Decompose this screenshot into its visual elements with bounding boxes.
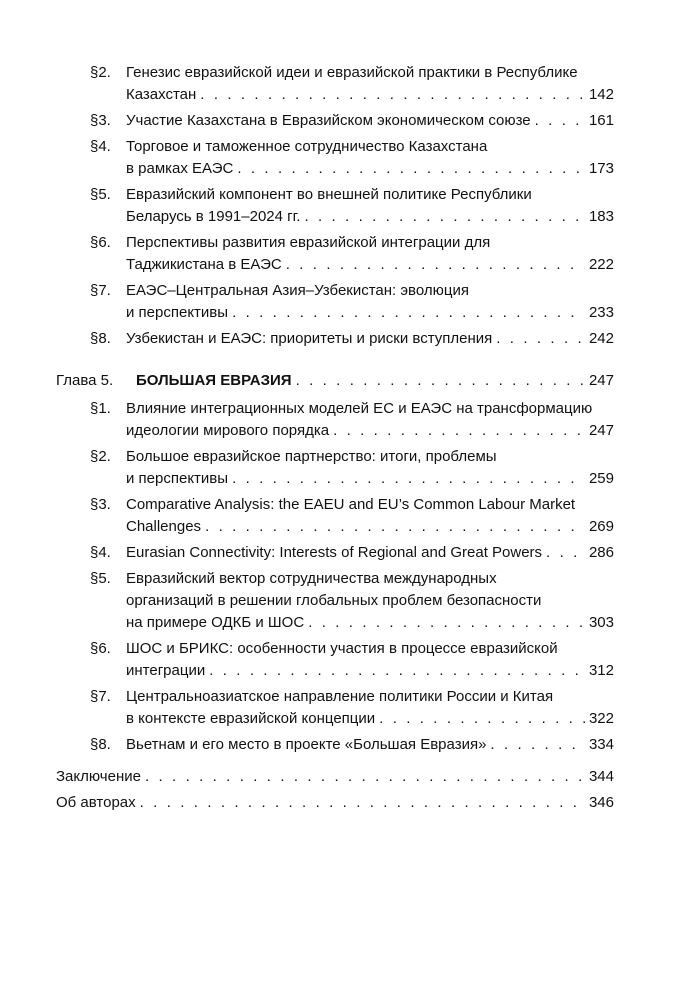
entry-title-line: Comparative Analysis: the EAEU and EU’s Common Labour Market	[126, 496, 576, 513]
dot-leader	[140, 792, 585, 814]
entry-title-line: и перспективы	[126, 470, 229, 487]
dot-leader	[237, 158, 585, 180]
dot-leader	[296, 370, 585, 392]
dot-leader	[232, 302, 585, 324]
entry-last-line	[126, 302, 614, 324]
entry-page-number: 222	[588, 256, 614, 273]
entry-last-line	[126, 468, 614, 490]
entry-body	[126, 638, 614, 682]
dot-leader	[209, 660, 585, 682]
entry-title-line: Торговое и таможенное сотрудничество Казахстана	[126, 138, 488, 155]
dot-leader	[304, 206, 585, 228]
toc-entry	[56, 328, 614, 350]
toc-entry	[56, 542, 614, 564]
entry-title-line: ШОС и БРИКС: особенности участия в процессе евразийской	[126, 640, 558, 657]
entry-body	[126, 110, 614, 132]
entry-title-line: в контексте евразийской концепции	[126, 710, 376, 727]
entry-last-line	[126, 542, 614, 564]
entry-title-line: Беларусь в 1991–2024 гг.	[126, 208, 301, 225]
entry-title-line: Евразийский вектор сотрудничества международных	[126, 570, 497, 587]
entry-title-line: Challenges	[126, 518, 202, 535]
toc-entry	[56, 184, 614, 228]
entry-body	[126, 62, 614, 106]
entry-title-line: Влияние интеграционных моделей ЕС и ЕАЭС на трансформацию	[126, 400, 593, 417]
toc-entry-about-authors	[56, 792, 614, 814]
chapter-heading	[56, 370, 614, 392]
toc-entry	[56, 734, 614, 756]
toc-entry	[56, 638, 614, 682]
entry-page-number: 183	[588, 208, 614, 225]
entry-body	[126, 734, 614, 756]
entry-page-number: 344	[588, 768, 614, 785]
dot-leader	[205, 516, 585, 538]
dot-leader	[232, 468, 585, 490]
dot-leader	[496, 328, 585, 350]
dot-leader	[379, 708, 585, 730]
toc-entry	[56, 398, 614, 442]
entry-last-line	[126, 84, 614, 106]
entry-last-line	[126, 660, 614, 682]
entry-last-line	[126, 612, 614, 634]
entry-last-line	[126, 328, 614, 350]
entry-title-line: Казахстан	[126, 86, 197, 103]
section-number: §6.	[90, 640, 111, 657]
entry-title-line: идеологии мирового порядка	[126, 422, 330, 439]
entry-body	[126, 232, 614, 276]
section-number: §8.	[90, 330, 111, 347]
entry-page-number: 269	[588, 518, 614, 535]
entry-title-line: в рамках ЕАЭС	[126, 160, 234, 177]
entry-page-number: 303	[588, 614, 614, 631]
entry-last-line	[126, 110, 614, 132]
chapter-page-number: 247	[588, 372, 614, 389]
toc-entry	[56, 110, 614, 132]
entry-body	[126, 686, 614, 730]
entry-title-line: Большое евразийское партнерство: итоги, проблемы	[126, 448, 497, 465]
dot-leader	[535, 110, 585, 132]
entry-title-line: на примере ОДКБ и ШОС	[126, 614, 305, 631]
entry-body	[126, 398, 614, 442]
toc-entry	[56, 136, 614, 180]
entry-page-number: 346	[588, 794, 614, 811]
section-number: §4.	[90, 138, 111, 155]
dot-leader	[546, 542, 585, 564]
entry-body	[126, 568, 614, 634]
entry-body	[126, 542, 614, 564]
entry-body	[126, 136, 614, 180]
entry-page-number: 259	[588, 470, 614, 487]
entry-page-number: 173	[588, 160, 614, 177]
entry-last-line	[126, 708, 614, 730]
entry-title-line: Eurasian Connectivity: Interests of Regional and Great Powers	[126, 544, 543, 561]
entry-last-line	[126, 516, 614, 538]
toc-entry-conclusion	[56, 766, 614, 788]
section-number: §1.	[90, 400, 111, 417]
section-number: §8.	[90, 736, 111, 753]
toc-entry	[56, 232, 614, 276]
entry-title-line: интеграции	[126, 662, 206, 679]
entry-body	[126, 494, 614, 538]
entry-last-line	[126, 420, 614, 442]
table-of-contents	[56, 62, 614, 814]
chapter-label: Глава 5.	[56, 372, 114, 389]
entry-page-number: 334	[588, 736, 614, 753]
entry-page-number: 286	[588, 544, 614, 561]
entry-title-line: Таджикистана в ЕАЭС	[126, 256, 282, 273]
entry-body	[126, 184, 614, 228]
section-number: §4.	[90, 544, 111, 561]
entry-title-line: Участие Казахстана в Евразийском экономическом союзе	[126, 112, 531, 129]
dot-leader	[490, 734, 585, 756]
section-number: §2.	[90, 64, 111, 81]
section-number: §3.	[90, 112, 111, 129]
section-list-chapter-4	[56, 62, 614, 350]
entry-last-line	[126, 734, 614, 756]
entry-title-line: и перспективы	[126, 304, 229, 321]
entry-title-line: Узбекистан и ЕАЭС: приоритеты и риски вступления	[126, 330, 493, 347]
section-number: §7.	[90, 688, 111, 705]
entry-body	[126, 280, 614, 324]
toc-entry	[56, 686, 614, 730]
entry-title-line: Евразийский компонент во внешней политике Республики	[126, 186, 532, 203]
dot-leader	[145, 766, 585, 788]
entry-title-line: Центральноазиатское направление политики России и Китая	[126, 688, 554, 705]
entry-last-line	[126, 254, 614, 276]
entry-last-line	[126, 206, 614, 228]
entry-page-number: 247	[588, 422, 614, 439]
section-number: §5.	[90, 570, 111, 587]
entry-page-number: 233	[588, 304, 614, 321]
entry-page-number: 312	[588, 662, 614, 679]
entry-title: Об авторах	[56, 794, 136, 811]
section-number: §6.	[90, 234, 111, 251]
entry-title: Заключение	[56, 768, 141, 785]
dot-leader	[333, 420, 585, 442]
entry-page-number: 142	[588, 86, 614, 103]
entry-title-line: Перспективы развития евразийской интеграции для	[126, 234, 491, 251]
section-number: §7.	[90, 282, 111, 299]
toc-entry	[56, 568, 614, 634]
entry-title-line: организаций в решении глобальных проблем безопасности	[126, 592, 542, 609]
section-number: §2.	[90, 448, 111, 465]
entry-page-number: 161	[588, 112, 614, 129]
toc-entry	[56, 62, 614, 106]
entry-body	[126, 328, 614, 350]
entry-title-line: ЕАЭС–Центральная Азия–Узбекистан: эволюция	[126, 282, 469, 299]
toc-entry	[56, 280, 614, 324]
section-number: §5.	[90, 186, 111, 203]
dot-leader	[200, 84, 585, 106]
entry-last-line	[126, 158, 614, 180]
chapter-title: БОЛЬШАЯ ЕВРАЗИЯ	[136, 372, 292, 389]
section-list-chapter-5	[56, 398, 614, 756]
dot-leader	[308, 612, 585, 634]
entry-title-line: Вьетнам и его место в проекте «Большая Евразия»	[126, 736, 487, 753]
entry-page-number: 322	[588, 710, 614, 727]
entry-title-line: Генезис евразийской идеи и евразийской практики в Республике	[126, 64, 578, 81]
entry-body	[126, 446, 614, 490]
toc-entry	[56, 446, 614, 490]
entry-page-number: 242	[588, 330, 614, 347]
dot-leader	[286, 254, 585, 276]
section-number: §3.	[90, 496, 111, 513]
toc-entry	[56, 494, 614, 538]
